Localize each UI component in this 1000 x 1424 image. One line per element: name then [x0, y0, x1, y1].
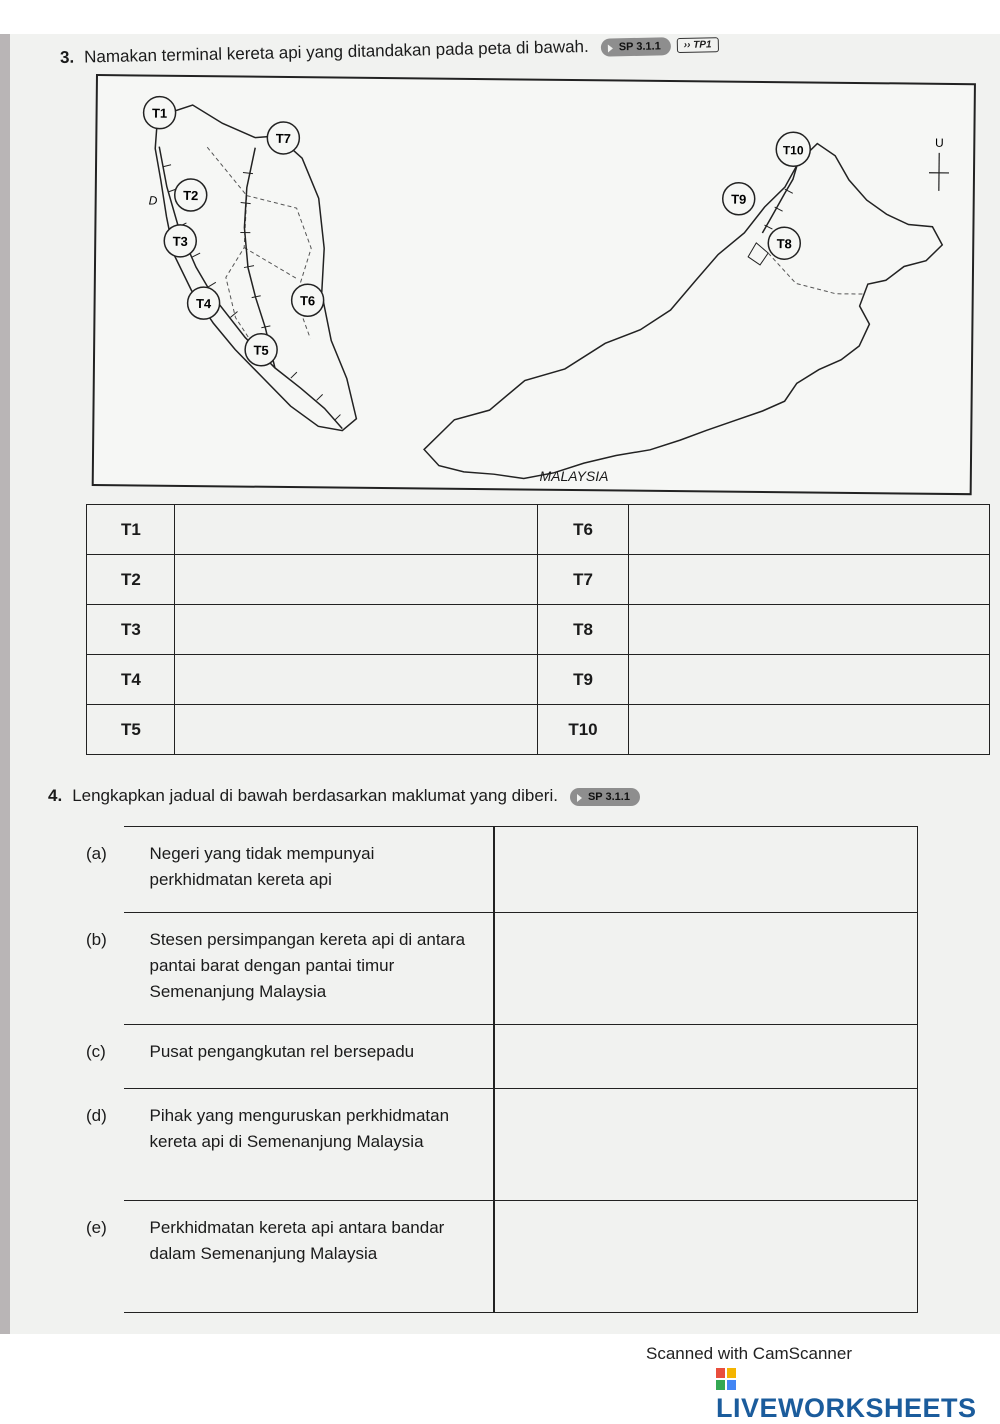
table-row: [124, 1025, 918, 1089]
table-row: [124, 1089, 918, 1201]
terminal-T9: [723, 183, 755, 215]
answer-cell[interactable]: [494, 1201, 918, 1313]
terminal-label: T1: [87, 505, 175, 555]
table-row: [87, 555, 990, 605]
answer-cell[interactable]: [494, 1089, 918, 1201]
table-row: [124, 827, 918, 913]
table-row: [87, 605, 990, 655]
row-letter: (b): [86, 927, 107, 953]
answer-cell[interactable]: [629, 705, 990, 755]
terminal-answer-table: [86, 504, 990, 755]
terminal-label: T3: [87, 605, 175, 655]
svg-text:T9: T9: [731, 192, 746, 207]
question-3-text: Namakan terminal kereta api yang ditandakan pada peta di bawah.: [84, 37, 589, 67]
terminal-T6: [291, 284, 323, 316]
terminal-T4: [187, 287, 219, 319]
d-label: D: [149, 194, 158, 208]
terminal-T8: [768, 227, 800, 259]
terminal-T7: [267, 122, 299, 154]
terminal-label: T9: [538, 655, 629, 705]
svg-text:T7: T7: [276, 131, 291, 146]
terminal-label: T4: [87, 655, 175, 705]
table-row: [87, 705, 990, 755]
row-letter: (e): [86, 1215, 107, 1241]
question-4-text: Lengkapkan jadual di bawah berdasarkan maklumat yang diberi.: [72, 786, 558, 805]
map-drawing: [94, 76, 974, 493]
answer-cell[interactable]: [494, 827, 918, 913]
sp-badge-q4: SP 3.1.1: [570, 788, 640, 806]
question-4-table: [124, 826, 918, 1313]
svg-text:T6: T6: [300, 293, 315, 308]
svg-text:T4: T4: [196, 296, 212, 311]
answer-cell[interactable]: [629, 505, 990, 555]
terminal-T2: [175, 179, 207, 211]
answer-cell[interactable]: [175, 505, 538, 555]
question-4-heading: [48, 786, 640, 806]
malaysia-map: [92, 74, 976, 495]
row-description: Stesen persimpangan kereta api di antara pantai barat dengan pantai timur Semenanjung Malaysia: [139, 913, 493, 1025]
answer-cell[interactable]: [629, 605, 990, 655]
svg-text:T8: T8: [777, 236, 792, 251]
terminal-label: T8: [538, 605, 629, 655]
peninsula-outline: [152, 105, 359, 431]
map-caption: MALAYSIA: [74, 468, 1000, 484]
answer-cell[interactable]: [175, 605, 538, 655]
sp-badge-q3: SP 3.1.1: [601, 37, 671, 56]
svg-text:T2: T2: [183, 188, 198, 203]
terminal-label: T2: [87, 555, 175, 605]
answer-cell[interactable]: [494, 913, 918, 1025]
page-edge-shadow: [0, 34, 10, 1334]
terminal-label: T5: [87, 705, 175, 755]
terminal-T3: [164, 225, 196, 257]
table-row: [124, 1201, 918, 1313]
svg-text:T3: T3: [173, 234, 188, 249]
row-description: Pihak yang menguruskan perkhidmatan kereta api di Semenanjung Malaysia: [139, 1089, 493, 1201]
answer-cell[interactable]: [175, 555, 538, 605]
row-description: Negeri yang tidak mempunyai perkhidmatan kereta api: [139, 827, 493, 913]
question-3-number: 3.: [60, 48, 75, 67]
scanned-with-text: Scanned with CamScanner: [646, 1344, 852, 1364]
answer-cell[interactable]: [629, 555, 990, 605]
terminal-label: T10: [538, 705, 629, 755]
brand-text: LIVEWORKSHEETS: [716, 1393, 977, 1423]
row-letter: (a): [86, 841, 107, 867]
borneo-outline: [424, 139, 944, 482]
north-label: U: [935, 136, 944, 150]
liveworksheets-brand[interactable]: [716, 1362, 1000, 1424]
table-row: [87, 655, 990, 705]
liveworksheets-logo-icon: [716, 1368, 736, 1390]
answer-cell[interactable]: [175, 705, 538, 755]
table-row: [124, 913, 918, 1025]
worksheet-page: [0, 34, 1000, 1334]
terminal-T10: [776, 132, 810, 166]
svg-text:T10: T10: [783, 143, 804, 157]
answer-cell[interactable]: [175, 655, 538, 705]
row-letter: (c): [86, 1039, 106, 1065]
terminal-label: T7: [538, 555, 629, 605]
row-description: Pusat pengangkutan rel bersepadu: [139, 1025, 493, 1089]
tp-badge: ›› TP1: [677, 37, 719, 53]
terminal-T1: [143, 97, 175, 129]
answer-cell[interactable]: [629, 655, 990, 705]
row-description: Perkhidmatan kereta api antara bandar dalam Semenanjung Malaysia: [139, 1201, 493, 1313]
footer: [0, 1334, 1000, 1413]
svg-text:T1: T1: [152, 106, 167, 121]
svg-text:T5: T5: [253, 343, 268, 358]
terminal-T5: [245, 334, 277, 366]
question-4-number: 4.: [48, 786, 62, 805]
answer-cell[interactable]: [494, 1025, 918, 1089]
row-letter: (d): [86, 1103, 107, 1129]
question-3-heading: [60, 34, 719, 68]
terminal-label: T6: [538, 505, 629, 555]
table-row: [87, 505, 990, 555]
